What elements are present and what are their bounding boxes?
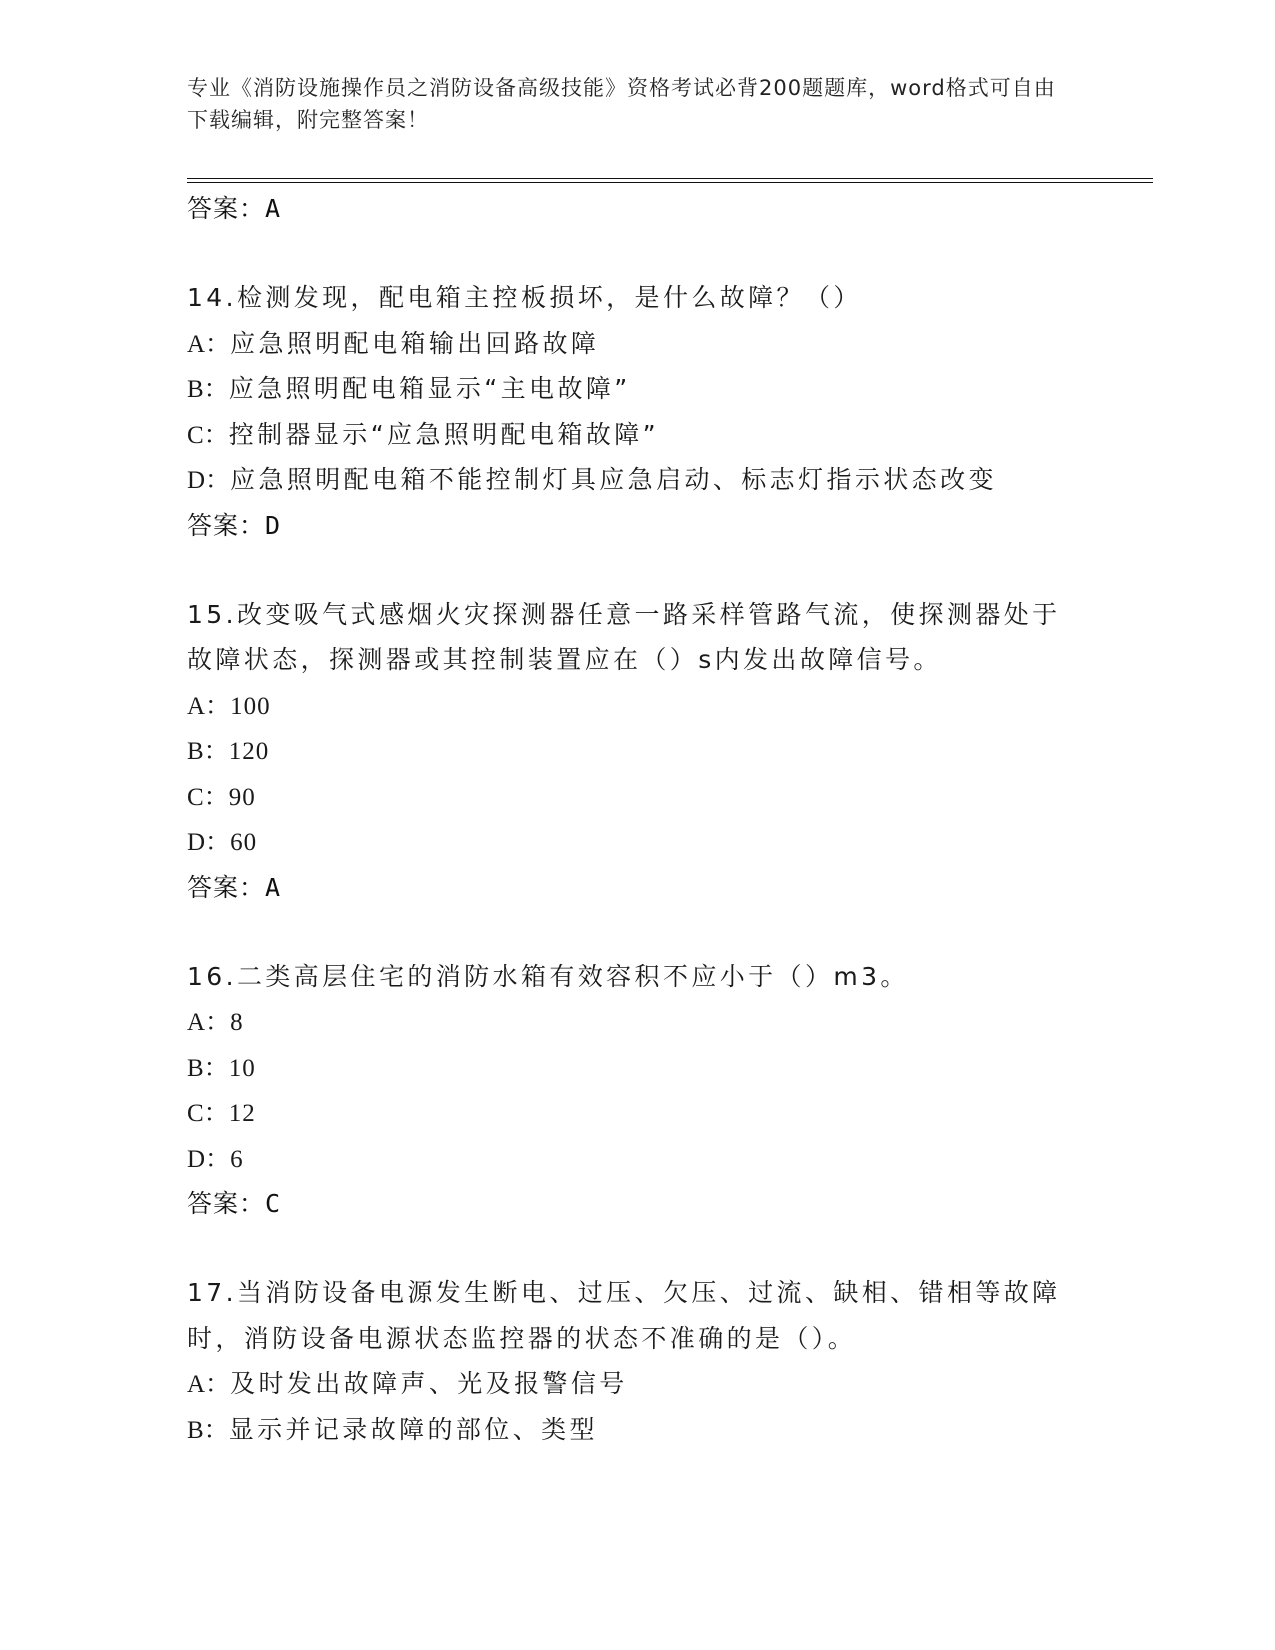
header-divider-top — [187, 178, 1153, 179]
answer-label: 答案： — [187, 194, 266, 223]
option-key: D： — [187, 829, 231, 856]
option-text: 90 — [228, 783, 256, 811]
answer-line — [187, 1181, 1087, 1226]
option-text: 10 — [228, 1054, 256, 1082]
answer-label: 答案： — [187, 1189, 266, 1218]
option-text: 12 — [228, 1100, 256, 1127]
question-16 — [187, 954, 1087, 1227]
option-key: C： — [187, 783, 229, 811]
option-key: A： — [187, 692, 231, 720]
option-text: 应急照明配电箱不能控制灯具应急启动、标志灯指示状态改变 — [230, 465, 997, 494]
option-text: 应急照明配电箱输出回路故障 — [230, 328, 600, 358]
option-key: C： — [187, 421, 229, 449]
option-key: A： — [187, 1009, 231, 1036]
option-key: C： — [187, 1100, 229, 1127]
option-key: A： — [187, 330, 231, 358]
option-key: D： — [187, 1145, 231, 1173]
question-stem: 14.检测发现，配电箱主控板损坏，是什么故障？（） — [187, 283, 862, 312]
question-stem: 15.改变吸气式感烟火灾探测器任意一路采样管路气流，使探测器处于故障状态，探测器或其控制装置应在（）s内发出故障信号。 — [187, 599, 1061, 674]
option-text: 60 — [230, 829, 258, 856]
answer-line — [187, 186, 1087, 231]
option-a — [187, 683, 1087, 729]
document-header: 专业《消防设施操作员之消防设备高级技能》资格考试必背200题题库，word格式可自由下载编辑，附完整答案！ — [187, 76, 1056, 132]
option-text: 8 — [230, 1009, 244, 1036]
answer-value: C — [265, 1189, 282, 1218]
question-17 — [187, 1270, 1087, 1452]
answer-value: A — [265, 872, 282, 902]
question-15 — [187, 592, 1087, 910]
answer-label: 答案： — [187, 510, 266, 540]
option-b — [187, 366, 1087, 412]
option-text: 显示并记录故障的部位、类型 — [228, 1414, 598, 1444]
option-text: 100 — [230, 692, 271, 720]
option-c — [187, 774, 1087, 820]
option-d — [187, 457, 1087, 503]
option-text: 应急照明配电箱显示“主电故障” — [228, 374, 631, 403]
option-key: B： — [187, 1054, 229, 1082]
option-a — [187, 999, 1087, 1045]
question-14 — [187, 275, 1087, 548]
option-c — [187, 412, 1087, 458]
option-key: B： — [187, 376, 229, 403]
option-text: 控制器显示“应急照明配电箱故障” — [228, 419, 659, 449]
option-key: A： — [187, 1371, 231, 1398]
option-a — [187, 1361, 1087, 1407]
answer-line — [187, 865, 1087, 910]
option-key: B： — [187, 1416, 229, 1444]
question-list — [187, 186, 1087, 1452]
option-b — [187, 1045, 1087, 1091]
option-d — [187, 819, 1087, 865]
option-text: 6 — [230, 1145, 244, 1173]
option-d — [187, 1136, 1087, 1182]
answer-value: D — [265, 510, 282, 540]
header-divider-bottom — [187, 182, 1153, 183]
option-text: 120 — [228, 738, 270, 765]
option-key: D： — [187, 467, 231, 494]
answer-line — [187, 503, 1087, 548]
question-stem: 16.二类高层住宅的消防水箱有效容积不应小于（）m3。 — [187, 961, 909, 991]
option-c — [187, 1090, 1087, 1136]
answer-value: A — [265, 194, 282, 223]
answer-label: 答案： — [187, 872, 266, 902]
option-b — [187, 728, 1087, 774]
option-text: 及时发出故障声、光及报警信号 — [230, 1369, 628, 1398]
option-a — [187, 321, 1087, 367]
question-stem: 17.当消防设备电源发生断电、过压、欠压、过流、缺相、错相等故障时，消防设备电源状态监控器的状态不准确的是（）。 — [187, 1278, 1061, 1353]
option-b — [187, 1407, 1087, 1453]
option-key: B： — [187, 738, 229, 765]
